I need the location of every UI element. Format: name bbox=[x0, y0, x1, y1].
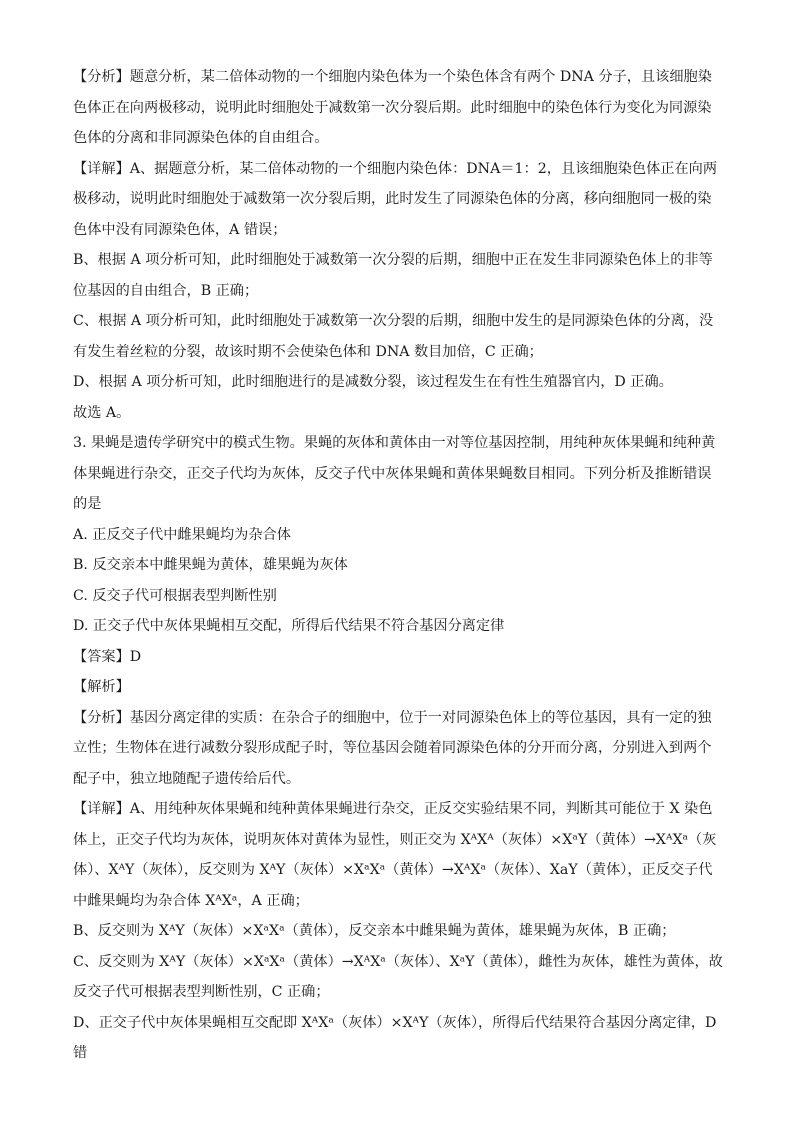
analysis-paragraph-2: 【分析】基因分离定律的实质：在杂合子的细胞中，位于一对同源染色体上的等位基因，具有一定的独立性；生物体在进行减数分裂形成配子时，等位基因会随着同源染色体的分开而分离，分别进入到两个配子中，独立地随配子遗传给后代。 bbox=[73, 709, 712, 787]
question-3-option-d: D. 正交子代中灰体果蝇相互交配，所得后代结果不符合基因分离定律 bbox=[73, 618, 505, 634]
choice-conclusion: 故选 A。 bbox=[73, 404, 131, 421]
question-3-stem: 3. 果蝇是遗传学研究中的模式生物。果蝇的灰体和黄体由一对等位基因控制，用纯种灰体果蝇和纯种黄体果蝇进行杂交，正交子代均为灰体，反交子代中灰体果蝇和黄体果蝇数目相同。下列分析及推断错误的是 bbox=[73, 435, 716, 512]
detail-paragraph: 【详解】A、据题意分析，某二倍体动物的一个细胞内染色体：DNA＝1：2，且该细胞染色体正在向两极移动，说明此时细胞处于减数第一次分裂后期，此时发生了同源染色体的分离，移向细胞同一极的染色体中没有同源染色体，A 错误； bbox=[73, 160, 718, 238]
detail-item-c: C、根据 A 项分析可知，此时细胞处于减数第一次分裂的后期，细胞中发生的是同源染色体的分离，没有发生着丝粒的分裂，故该时期不会使染色体和 DNA 数目加倍，C 正确； bbox=[73, 313, 714, 360]
question-3-option-c: C. 反交子代可根据表型判断性别 bbox=[73, 587, 277, 604]
analysis-paragraph: 【分析】题意分析，某二倍体动物的一个细胞内染色体为一个染色体含有两个 DNA 分子，且该细胞染色体正在向两极移动，说明此时细胞处于减数第一次分裂后期。此时细胞中的染色体行为变化为同源染色体的分离和非同源染色体的自由组合。 bbox=[73, 69, 712, 146]
detail-paragraph-2: 【详解】A、用纯种灰体果蝇和纯种黄体果蝇进行杂交，正反交实验结果不同，判断其可能位于 X 染色体上，正交子代均为灰体，说明灰体对黄体为显性，则正交为 XᴬXᴬ（灰体）×XᵃY（黄体）→XᴬXᵃ（灰体）、XᴬY（灰体），反交则为 XᴬY（灰体）×XᵃXᵃ（黄体）→XᴬXᵃ（灰体）、XaY（黄体），正反交子代中雌果蝇均为杂合体 XᴬXᵃ，A 正确； bbox=[73, 801, 717, 909]
detail-item-c-2: C、反交则为 XᴬY（灰体）×XᵃXᵃ（黄体）→XᴬXᵃ（灰体）、XᵃY（黄体），雌性为灰体，雄性为黄体，故反交子代可根据表型判断性别，C 正确； bbox=[73, 953, 723, 1000]
detail-item-d-2: D、正交子代中灰体果蝇相互交配即 XᴬXᵃ（灰体）×XᴬY（灰体），所得后代结果符合基因分离定律，D 错 bbox=[73, 1014, 717, 1061]
question-3-option-a: A. 正反交子代中雌果蝇均为杂合体 bbox=[73, 526, 291, 543]
detail-item-d: D、根据 A 项分析可知，此时细胞进行的是减数分裂，该过程发生在有性生殖器官内，D 正确。 bbox=[73, 374, 673, 390]
explanation-heading: 【解析】 bbox=[73, 679, 130, 695]
answer-label: 【答案】D bbox=[73, 648, 142, 665]
document-content bbox=[73, 62, 723, 1069]
detail-item-b-2: B、反交则为 XᴬY（灰体）×XᵃXᵃ（黄体），反交亲本中雌果蝇为黄体，雄果蝇为灰体，B 正确； bbox=[73, 923, 676, 939]
question-3-option-b: B. 反交亲本中雌果蝇为黄体，雄果蝇为灰体 bbox=[73, 557, 348, 573]
detail-item-b: B、根据 A 项分析可知，此时细胞处于减数第一次分裂的后期，细胞中正在发生非同源染色体上的非等位基因的自由组合，B 正确； bbox=[73, 252, 713, 299]
